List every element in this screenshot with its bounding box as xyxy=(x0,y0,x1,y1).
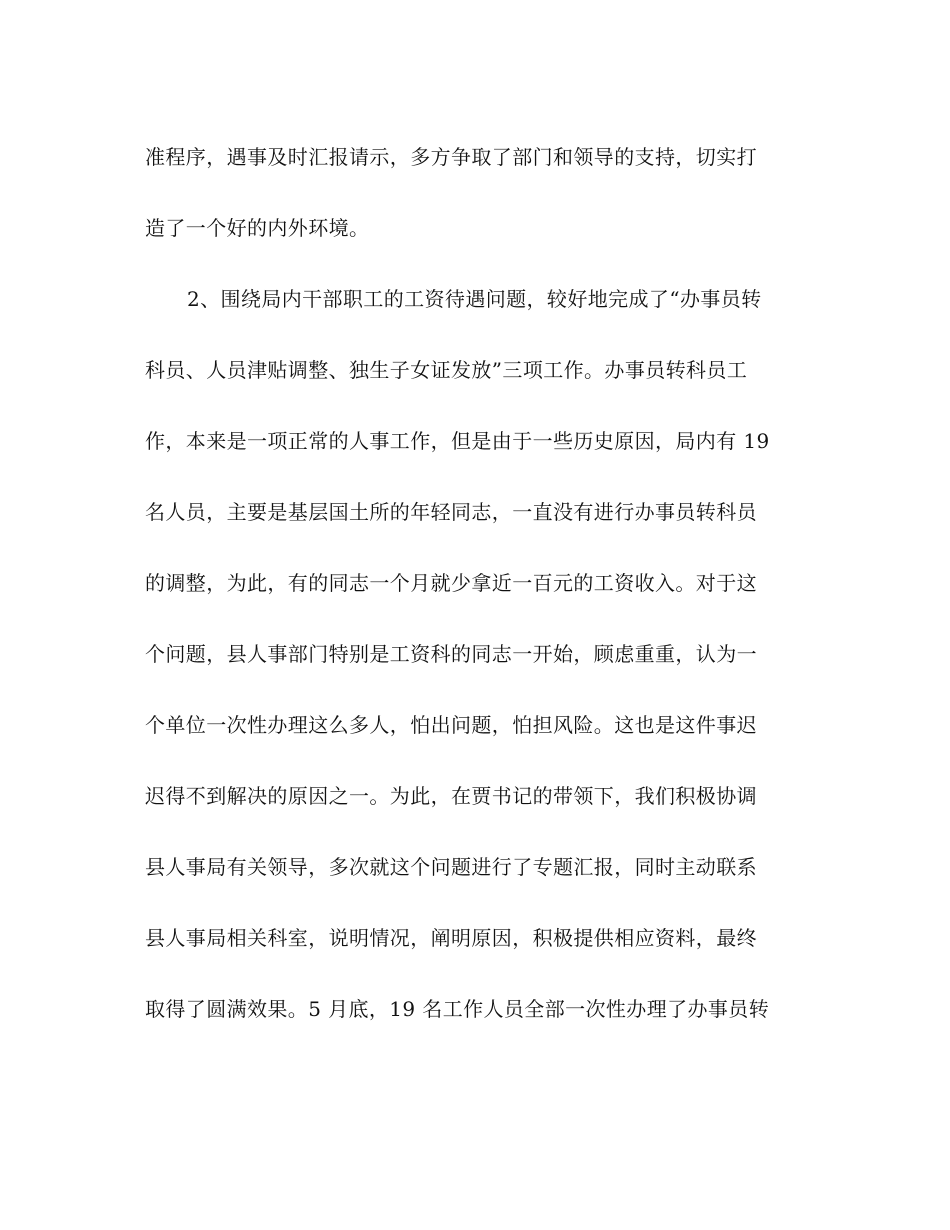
text-line: 个问题，县人事部门特别是工资科的同志一开始，顾虑重重，认为一 xyxy=(145,642,757,666)
text-line: 个单位一次性办理这么多人，怕出问题，怕担风险。这也是这件事迟 xyxy=(145,713,757,737)
text-line: 作，本来是一项正常的人事工作，但是由于一些历史原因，局内有 19 xyxy=(145,429,770,453)
text-line: 名人员，主要是基层国土所的年轻同志，一直没有进行办事员转科员 xyxy=(145,500,757,524)
paragraph-first-line: 2、围绕局内干部职工的工资待遇问题，较好地完成了“办事员转 xyxy=(187,287,762,311)
text-line: 县人事局相关科室，说明情况，阐明原因，积极提供相应资料，最终 xyxy=(145,926,757,950)
text-line: 取得了圆满效果。5 月底，19 名工作人员全部一次性办理了办事员转 xyxy=(145,997,770,1021)
text-line: 造了一个好的内外环境。 xyxy=(145,216,370,240)
text-line: 县人事局有关领导，多次就这个问题进行了专题汇报，同时主动联系 xyxy=(145,855,757,879)
text-line: 科员、人员津贴调整、独生子女证发放”三项工作。办事员转科员工 xyxy=(145,358,748,382)
text-line: 准程序，遇事及时汇报请示，多方争取了部门和领导的支持，切实打 xyxy=(145,145,757,169)
text-line: 迟得不到解决的原因之一。为此，在贾书记的带领下，我们积极协调 xyxy=(145,784,757,808)
text-line: 的调整，为此，有的同志一个月就少拿近一百元的工资收入。对于这 xyxy=(145,571,757,595)
